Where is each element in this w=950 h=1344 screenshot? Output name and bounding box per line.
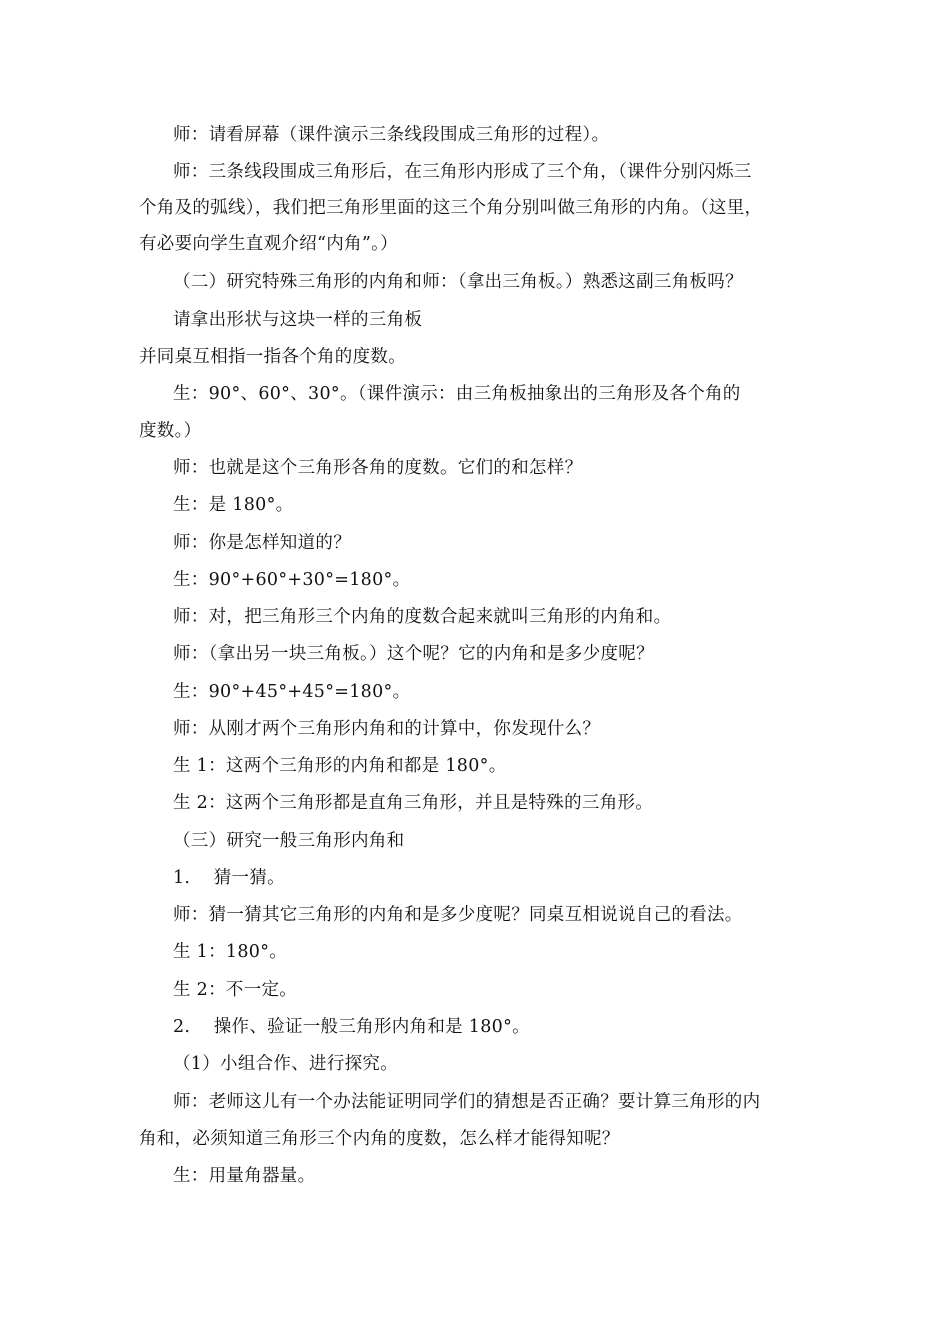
text-line: 师：老师这儿有一个办法能证明同学们的猜想是否正确？要计算三角形的内 <box>173 1092 761 1112</box>
text-line: 并同桌互相指一指各个角的度数。 <box>139 347 406 367</box>
text-line: 师：你是怎样知道的？ <box>173 533 351 553</box>
text-line: 生：用量角器量。 <box>173 1166 316 1186</box>
text-line: 师：从刚才两个三角形内角和的计算中，你发现什么？ <box>173 719 601 739</box>
text-line: 师：请看屏幕（课件演示三条线段围成三角形的过程）。 <box>173 125 610 145</box>
text-line: （二）研究特殊三角形的内角和师：（拿出三角板。）熟悉这副三角板吗？ <box>173 272 743 292</box>
text-line: 师：也就是这个三角形各角的度数。它们的和怎样？ <box>173 458 583 478</box>
text-line: 生 1：180°。 <box>173 942 288 962</box>
text-line: 师：猜一猜其它三角形的内角和是多少度呢？同桌互相说说自己的看法。 <box>173 905 743 925</box>
text-line: 生：90°+60°+30°=180°。 <box>173 570 411 590</box>
text-line: 1. 猜一猜。 <box>173 868 285 888</box>
text-line: （1）小组合作、进行探究。 <box>173 1054 399 1074</box>
text-line: 有必要向学生直观介绍“内角”。） <box>139 234 398 254</box>
text-line: 师：（拿出另一块三角板。）这个呢？它的内角和是多少度呢？ <box>173 644 654 664</box>
text-line: 生：90°、60°、30°。（课件演示：由三角板抽象出的三角形及各个角的 <box>173 384 741 404</box>
text-line: 生 2：这两个三角形都是直角三角形，并且是特殊的三角形。 <box>173 793 654 813</box>
text-line: （三）研究一般三角形内角和 <box>173 831 405 851</box>
text-line: 生：90°+45°+45°=180°。 <box>173 682 411 702</box>
text-line: 师：对，把三角形三个内角的度数合起来就叫三角形的内角和。 <box>173 607 672 627</box>
text-line: 生：是 180°。 <box>173 495 294 515</box>
text-line: 2. 操作、验证一般三角形内角和是 180°。 <box>173 1017 530 1037</box>
text-line: 请拿出形状与这块一样的三角板 <box>173 310 423 330</box>
text-line: 角和，必须知道三角形三个内角的度数，怎么样才能得知呢？ <box>139 1129 620 1149</box>
text-line: 生 1：这两个三角形的内角和都是 180°。 <box>173 756 507 776</box>
text-line: 师：三条线段围成三角形后，在三角形内形成了三个角，（课件分别闪烁三 <box>173 162 752 182</box>
text-line: 度数。） <box>139 421 202 441</box>
text-line: 生 2：不一定。 <box>173 980 298 1000</box>
text-line: 个角及的弧线），我们把三角形里面的这三个角分别叫做三角形的内角。（这里， <box>139 198 763 218</box>
